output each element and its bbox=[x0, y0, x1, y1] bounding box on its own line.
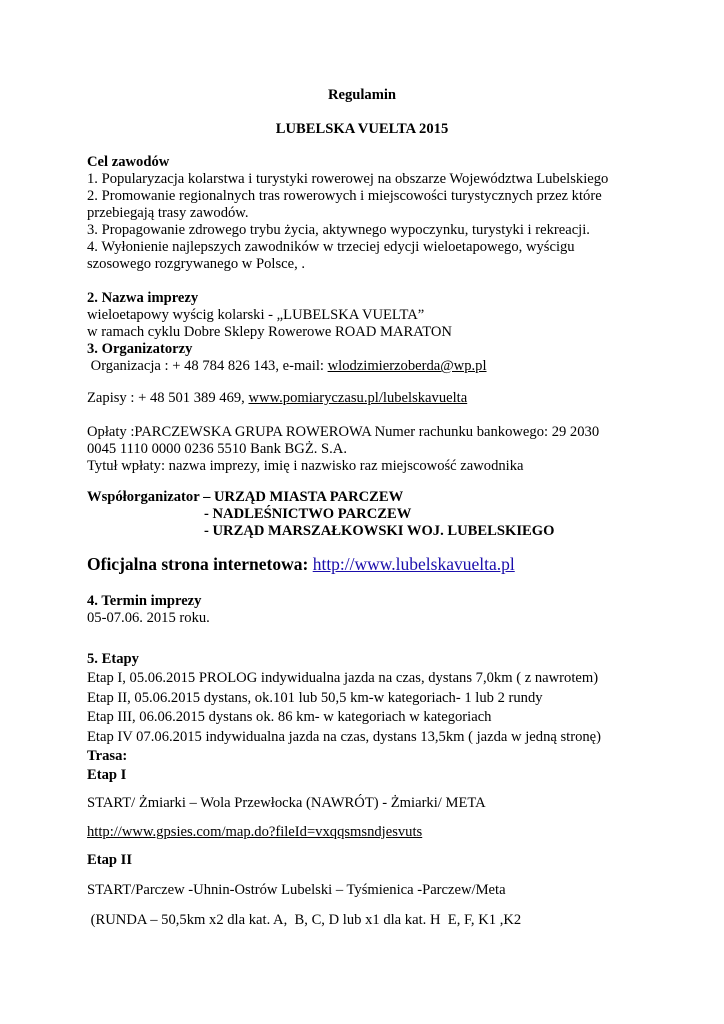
etap1-heading: Etap I bbox=[87, 767, 127, 783]
doc-subtitle: LUBELSKA VUELTA 2015 bbox=[275, 121, 449, 137]
cel-item: 2. Promowanie regionalnych tras rowerowych i miejscowości turystycznych przez które bbox=[87, 188, 602, 204]
etapy-heading: 5. Etapy bbox=[87, 651, 139, 667]
nazwa-line: wieloetapowy wyścig kolarski - „LUBELSKA VUELTA” bbox=[87, 307, 425, 323]
wspolorganizator-line: - URZĄD MARSZAŁKOWSKI WOJ. LUBELSKIEGO bbox=[204, 523, 555, 539]
etap2-heading: Etap II bbox=[87, 852, 133, 868]
etap1-route: START/ Żmiarki – Wola Przewłocka (NAWRÓT) - Żmiarki/ META bbox=[87, 795, 486, 811]
cel-item: 3. Propagowanie zdrowego trybu życia, aktywnego wypoczynku, turystyki i rekreacji. bbox=[87, 222, 590, 238]
etap-item: Etap III, 06.06.2015 dystans ok. 86 km- w kategoriach w kategoriach bbox=[87, 709, 492, 725]
termin-value: 05-07.06. 2015 roku. bbox=[87, 610, 210, 626]
etap-item: Etap IV 07.06.2015 indywidualna jazda na czas, dystans 13,5km ( jazda w jedną stronę) bbox=[87, 729, 602, 745]
cel-item: 1. Popularyzacja kolarstwa i turystyki rowerowej na obszarze Województwa Lubelskiego bbox=[87, 171, 609, 187]
oplaty-line: Opłaty :PARCZEWSKA GRUPA ROWEROWA Numer rachunku bankowego: 29 2030 bbox=[87, 424, 600, 440]
wspolorganizator-label: Współorganizator – URZĄD MIASTA PARCZEW bbox=[87, 489, 404, 505]
official-website-label: Oficjalna strona internetowa: bbox=[87, 554, 313, 574]
oplaty-line: 0045 1110 0000 0236 5510 Bank BGŻ. S.A. bbox=[87, 441, 347, 457]
trasa-heading: Trasa: bbox=[87, 748, 128, 764]
official-website-line bbox=[87, 556, 515, 573]
nazwa-heading: 2. Nazwa imprezy bbox=[87, 290, 199, 306]
email-link[interactable]: wlodzimierzoberda@wp.pl bbox=[327, 358, 487, 374]
oplaty-line: Tytuł wpłaty: nazwa imprezy, imię i nazwisko raz miejscowość zawodnika bbox=[87, 458, 524, 474]
official-website-link[interactable]: http://www.lubelskavuelta.pl bbox=[312, 554, 515, 574]
etap2-route: START/Parczew -Uhnin-Ostrów Lubelski – Tyśmienica -Parczew/Meta bbox=[87, 882, 506, 898]
etap-item: Etap II, 05.06.2015 dystans, ok.101 lub 50,5 km-w kategoriach- 1 lub 2 rundy bbox=[87, 690, 543, 706]
cel-item: szosowego rozgrywanego w Polsce, . bbox=[87, 256, 306, 272]
etap-item: Etap I, 05.06.2015 PROLOG indywidualna jazda na czas, dystans 7,0km ( z nawrotem) bbox=[87, 670, 599, 686]
zapisy-link[interactable]: www.pomiaryczasu.pl/lubelskavuelta bbox=[248, 390, 468, 406]
etap2-runda: (RUNDA – 50,5km x2 dla kat. A, B, C, D lub x1 dla kat. H E, F, K1 ,K2 bbox=[87, 912, 522, 928]
termin-heading: 4. Termin imprezy bbox=[87, 593, 202, 609]
organizacja-text: Organizacja : + 48 784 826 143, e-mail: bbox=[87, 358, 328, 374]
wspolorganizator-line: - NADLEŚNICTWO PARCZEW bbox=[204, 506, 412, 522]
doc-title: Regulamin bbox=[327, 87, 397, 103]
cel-item: przebiegają trasy zawodów. bbox=[87, 205, 249, 221]
zapisy-text: Zapisy : + 48 501 389 469, bbox=[87, 390, 249, 406]
organizatorzy-heading: 3. Organizatorzy bbox=[87, 341, 193, 357]
cel-item: 4. Wyłonienie najlepszych zawodników w trzeciej edycji wieloetapowego, wyścigu bbox=[87, 239, 575, 255]
cel-heading: Cel zawodów bbox=[87, 154, 170, 170]
nazwa-line: w ramach cyklu Dobre Sklepy Rowerowe ROAD MARATON bbox=[87, 324, 452, 340]
etap1-route-link[interactable]: http://www.gpsies.com/map.do?fileId=vxqqsmsndjesvuts bbox=[87, 824, 423, 840]
organizacja-line bbox=[87, 358, 487, 375]
zapisy-line bbox=[87, 390, 467, 407]
